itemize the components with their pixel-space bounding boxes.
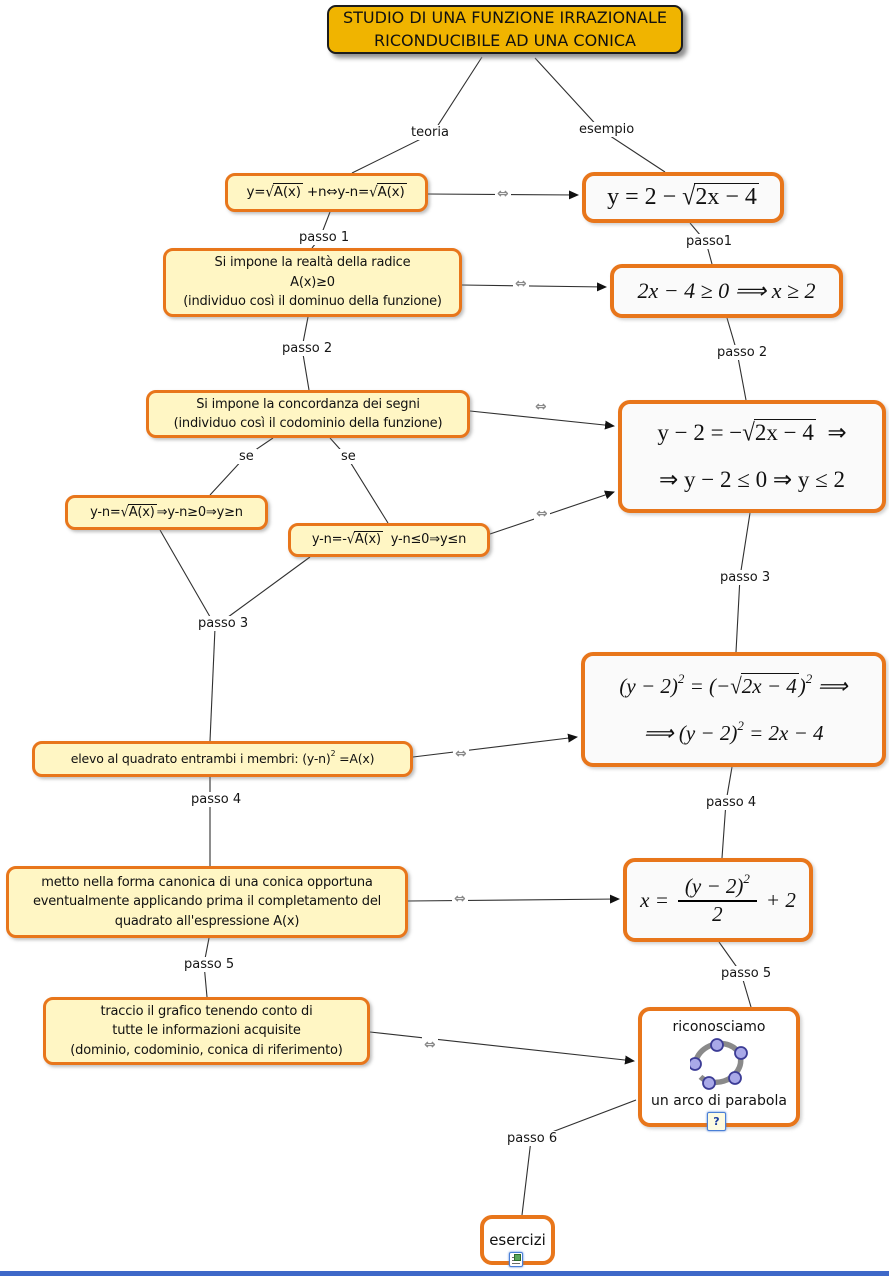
geogebra-logo: [690, 1038, 748, 1090]
formula-line-2: ⟹ $(y - 2)^2 = 2x - 4$: [643, 718, 824, 746]
label-passo-5-left[interactable]: passo 5: [181, 957, 237, 972]
title-line-1: STUDIO DI UNA FUNZIONE IRRAZIONALE: [343, 8, 667, 28]
theory-formula-node[interactable]: [225, 173, 428, 212]
formula: y=√A(x) +n⇔y-n=√A(x): [246, 183, 405, 202]
equiv-symbol: ⇔: [536, 506, 548, 522]
formula: x = $\frac{(y - 2)^2}{2}$ + 2: [640, 871, 796, 926]
resource-document-icon[interactable]: [509, 1252, 523, 1267]
equiv-symbol: ⇔: [497, 186, 509, 202]
label-passo-6[interactable]: passo 6: [504, 1131, 560, 1146]
label-se-right[interactable]: se: [338, 449, 359, 464]
formula-line-2: ⇒ y − 2 ≤ 0 ⇒ y ≤ 2: [658, 466, 845, 492]
esempio-quadrato-node[interactable]: [581, 652, 886, 767]
equiv-symbol: ⇔: [515, 276, 527, 292]
formula-line-1: y − 2 = −√2x − 4 ⇒: [657, 419, 847, 447]
formula: y-n=√A(x) ⇒y-n≥0⇒y≥n: [90, 504, 243, 521]
label-passo-4-right[interactable]: passo 4: [703, 795, 759, 810]
se-negative-node[interactable]: [288, 523, 490, 557]
label-passo-1-left[interactable]: passo 1: [296, 230, 352, 245]
formula: y-n=-√A(x) y-n≤0⇒y≤n: [311, 531, 467, 548]
equiv-symbol: ⇔: [455, 746, 467, 762]
label-passo-1-right[interactable]: passo1: [683, 234, 735, 249]
label-passo-2-right[interactable]: passo 2: [714, 345, 770, 360]
title-node[interactable]: [327, 5, 683, 54]
riconosciamo-node[interactable]: riconosciamo un arco di parabola: [638, 1007, 800, 1127]
equiv-symbol: ⇔: [535, 399, 547, 415]
esempio-dominio-node[interactable]: [610, 264, 843, 318]
dominio-node[interactable]: Si impone la realtà della radice A(x)≥0 (individuo così il dominuo della funzione): [163, 248, 462, 317]
esercizi-node[interactable]: esercizi: [480, 1215, 555, 1265]
window-edge-bar: [0, 1271, 889, 1276]
formula: 2x − 4 ≥ 0 ⟹ x ≥ 2: [637, 278, 816, 303]
label-passo-5-right[interactable]: passo 5: [718, 966, 774, 981]
formula-line-1: $(y - 2)^2 = (-√2x - 4)^2$ ⟹: [619, 670, 848, 699]
question-note-icon[interactable]: ?: [707, 1112, 726, 1131]
title-line-2: RICONDUCIBILE AD UNA CONICA: [374, 30, 636, 50]
formula: y = 2 − √2x − 4: [607, 182, 757, 211]
label-se-left[interactable]: se: [236, 449, 257, 464]
forma-canonica-node[interactable]: metto nella forma canonica di una conica opportuna eventualmente applicando prima il completamento del quadrato all'espressione A(x): [6, 866, 408, 938]
label-esempio[interactable]: esempio: [576, 122, 637, 137]
esempio-funzione-node[interactable]: [582, 172, 784, 223]
traccio-grafico-node[interactable]: traccio il grafico tenendo conto di tutte le informazioni acquisite (dominio, codominio, conica di riferimento): [43, 997, 370, 1065]
equiv-symbol: ⇔: [454, 891, 466, 907]
esempio-parabola-node[interactable]: [623, 858, 813, 942]
codominio-node[interactable]: Si impone la concordanza dei segni (individuo così il codominio della funzione): [146, 390, 470, 438]
label-passo-2-left[interactable]: passo 2: [279, 341, 335, 356]
label-passo-4-left[interactable]: passo 4: [188, 792, 244, 807]
equiv-symbol: ⇔: [424, 1037, 436, 1053]
label-teoria[interactable]: teoria: [408, 125, 452, 140]
label-passo-3-left[interactable]: passo 3: [195, 616, 251, 631]
formula: elevo al quadrato entrambi i membri: $(y-n)^2 =A(x)$: [70, 749, 375, 766]
esempio-codominio-node[interactable]: [618, 400, 886, 513]
elevo-quadrato-node[interactable]: [32, 741, 413, 777]
se-positive-node[interactable]: [65, 495, 268, 530]
label-passo-3-right[interactable]: passo 3: [717, 570, 773, 585]
